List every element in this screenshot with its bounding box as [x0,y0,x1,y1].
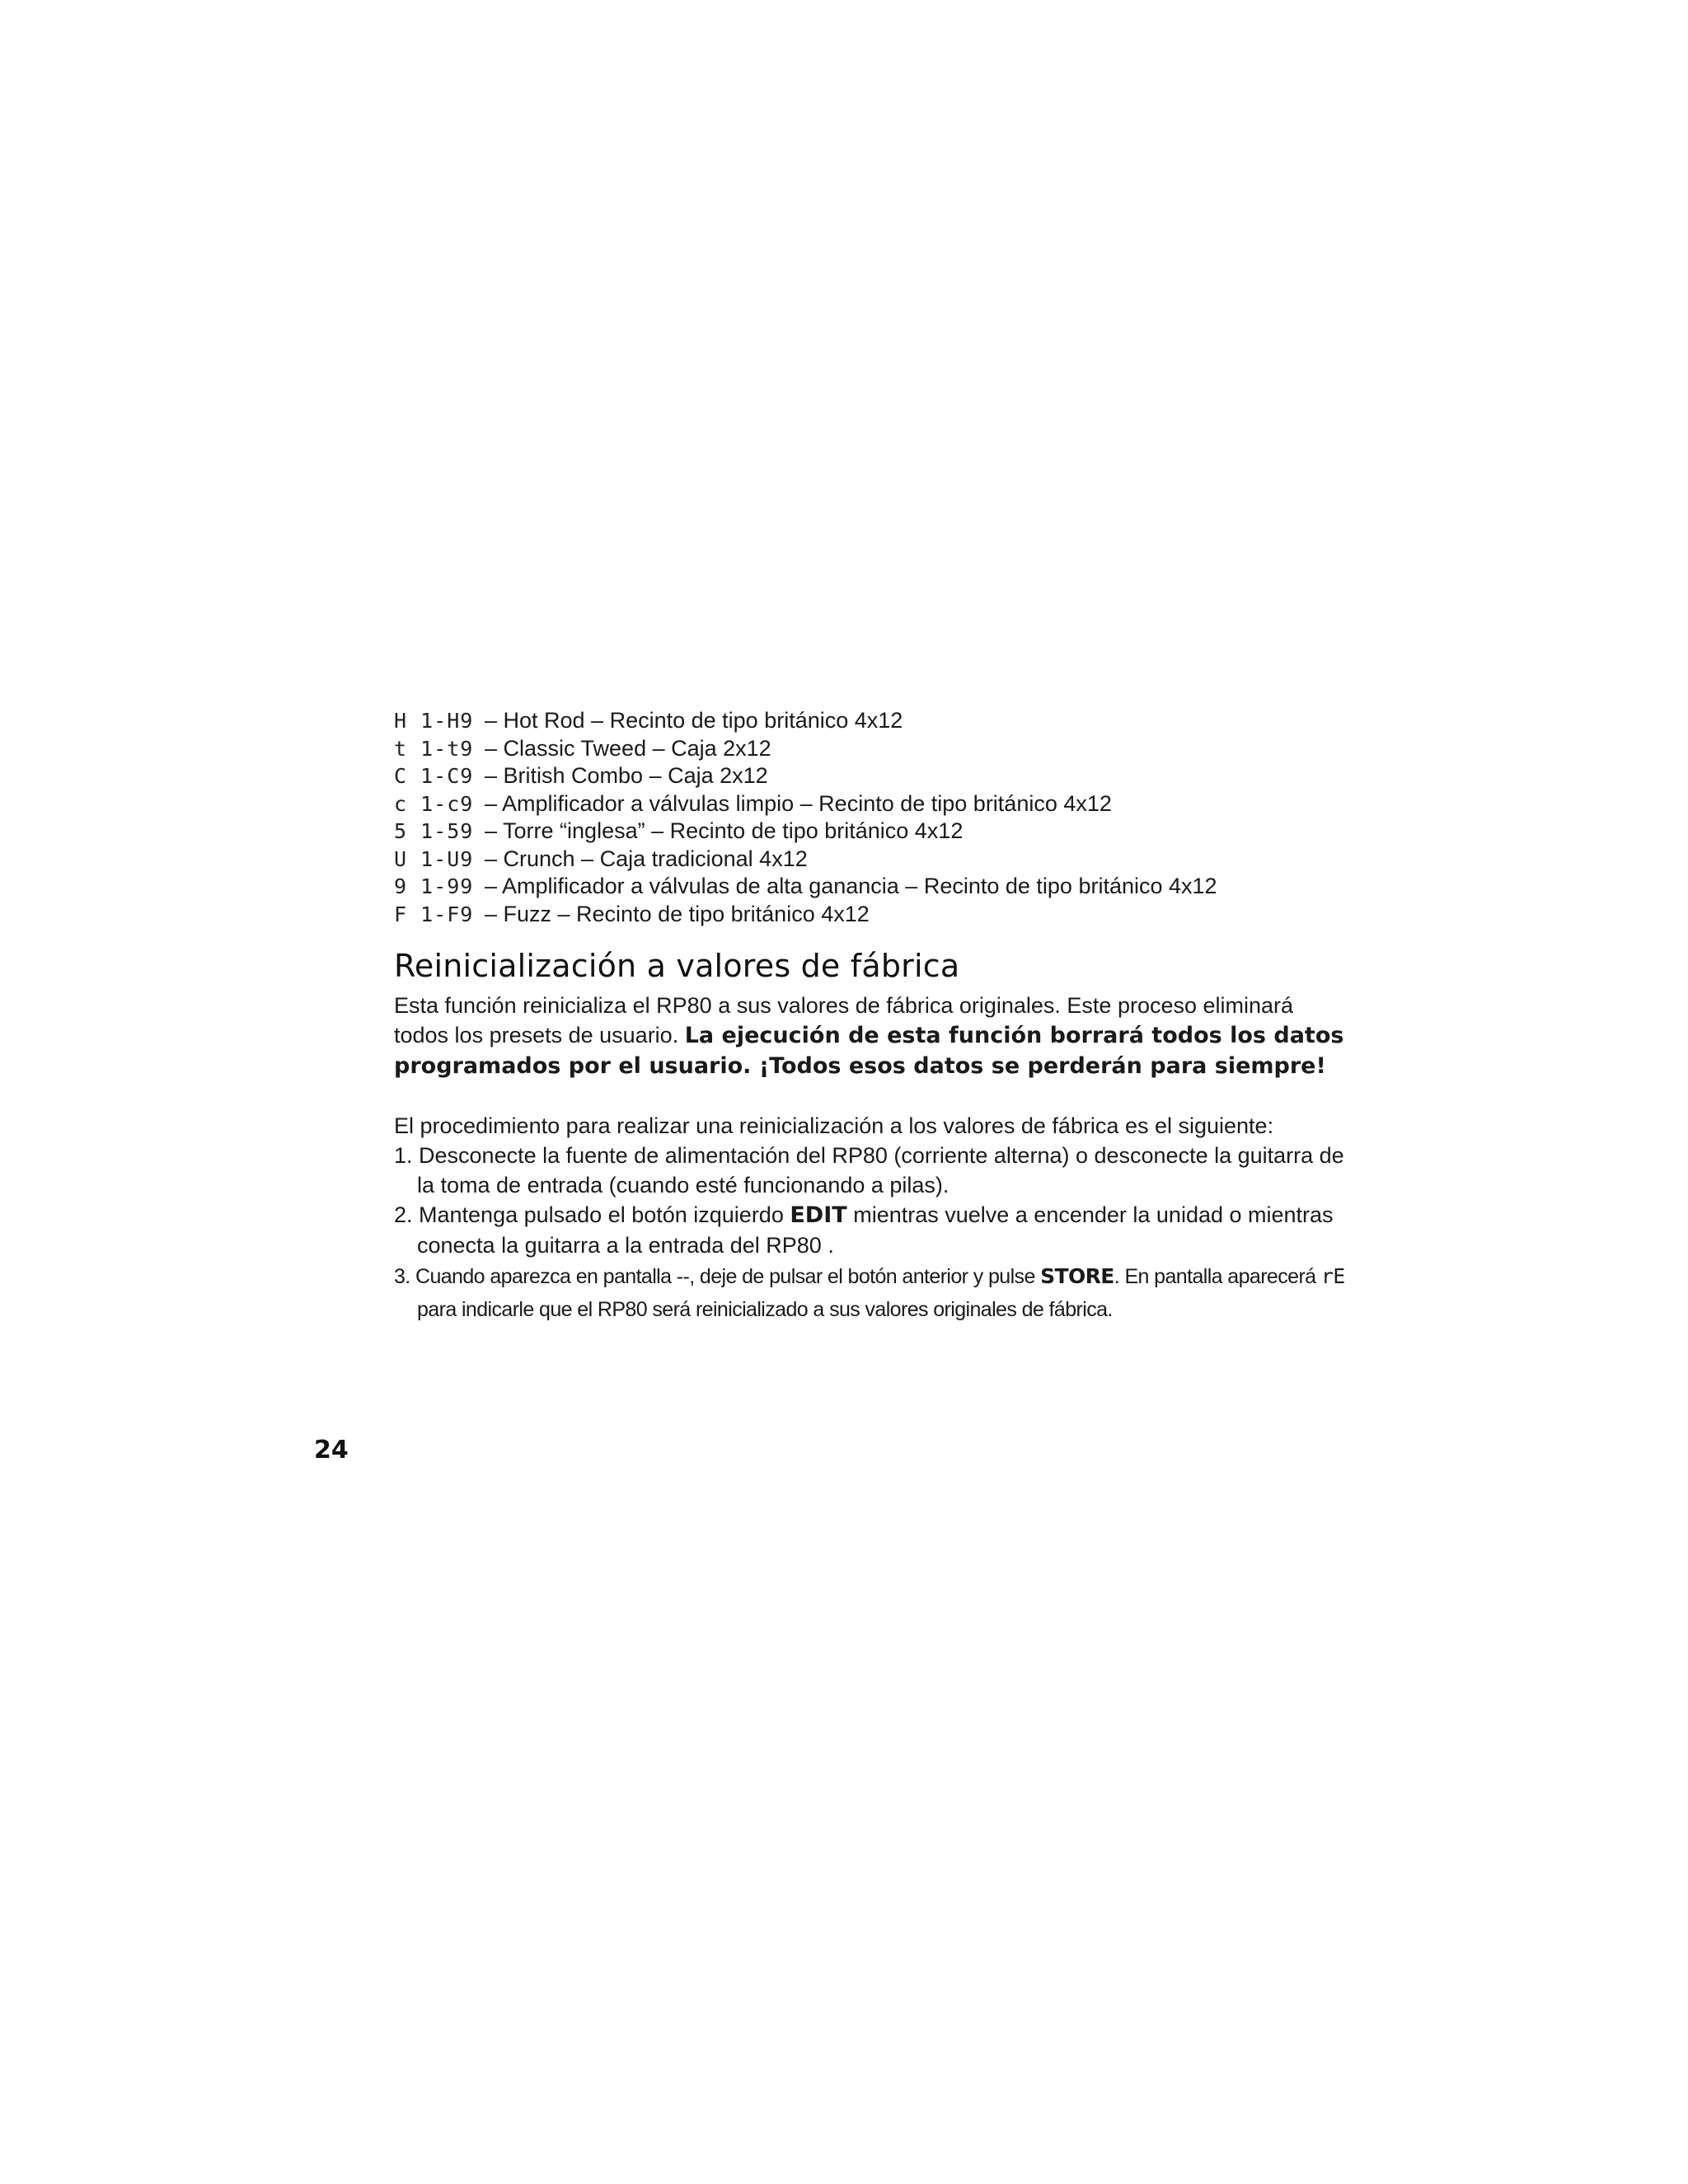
procedure-steps [394,1141,1350,1326]
section-title: Reinicialización a valores de fábrica [394,948,960,984]
step-2 [394,1200,1350,1260]
amp-code: 9 1-99 [394,874,474,898]
step-3-text-c: para indicarle que el RP80 será reinicializado a sus valores originales de fábrica. [417,1298,1113,1321]
store-button-label: STORE [1040,1264,1114,1288]
amp-description: – Crunch – Caja tradicional 4x12 [485,846,808,871]
amp-code: C 1-C9 [394,764,474,788]
amp-description: – Amplificador a válvulas de alta ganancia – Recinto de tipo británico 4x12 [485,874,1217,898]
amp-model-row [394,846,1350,874]
amp-model-row [394,873,1350,901]
amp-description: – Torre “inglesa” – Recinto de tipo británico 4x12 [485,818,964,843]
intro-text: Esta función reinicializa el RP80 a sus valores de fábrica originales. Este proceso eliminará todos los presets de usuario. [394,993,1294,1047]
amp-code: H 1-H9 [394,709,474,733]
amp-model-row [394,762,1350,790]
amp-description: – British Combo – Caja 2x12 [485,763,768,788]
step-1: 1. Desconecte la fuente de alimentación del RP80 (corriente alterna) o desconecte la guitarra de la toma de entrada (cuando esté funcionando a pilas). [394,1143,1344,1197]
step-2-text-b: mientras vuelve a encender la unidad o mientras conecta la guitarra a la entrada del RP80 . [417,1202,1334,1258]
intro-paragraph [394,991,1350,1081]
amp-code: F 1-F9 [394,902,474,926]
amp-description: – Amplificador a válvulas limpio – Recinto de tipo británico 4x12 [485,790,1112,816]
amp-code: c 1-c9 [394,791,474,816]
warning-text: La ejecución de esta función borrará todos los datos programados por el usuario. ¡Todos esos datos se perderán para siempre! [394,1023,1344,1079]
amp-model-row [394,707,1350,735]
amp-model-row [394,790,1350,818]
amp-code: t 1-t9 [394,736,474,761]
page-content [394,707,1350,1326]
amp-model-row [394,901,1350,929]
step-3 [394,1260,1350,1326]
amp-model-row [394,818,1350,846]
amp-code: U 1-U9 [394,846,474,871]
amp-model-row [394,735,1350,763]
step-2-text-a: 2. Mantenga pulsado el botón izquierdo [394,1202,784,1227]
edit-button-label: EDIT [790,1202,847,1228]
amp-code: 5 1-59 [394,819,474,843]
amp-description: – Classic Tweed – Caja 2x12 [485,735,771,761]
page-number: 24 [314,1436,349,1465]
step-3-text-b: . En pantalla aparecerá [1114,1265,1316,1288]
amp-model-list [394,707,1350,928]
procedure-intro: El procedimiento para realizar una reinicialización a los valores de fábrica es el siguiente: [394,1113,1274,1138]
amp-description: – Fuzz – Recinto de tipo británico 4x12 [485,901,870,926]
paragraph-spacer [394,1081,1350,1111]
amp-description: – Hot Rod – Recinto de tipo británico 4x12 [485,708,903,733]
step-3-text-a: 3. Cuando aparezca en pantalla --, deje de pulsar el botón anterior y pulse [394,1265,1035,1288]
display-readout: rE [1320,1264,1345,1288]
